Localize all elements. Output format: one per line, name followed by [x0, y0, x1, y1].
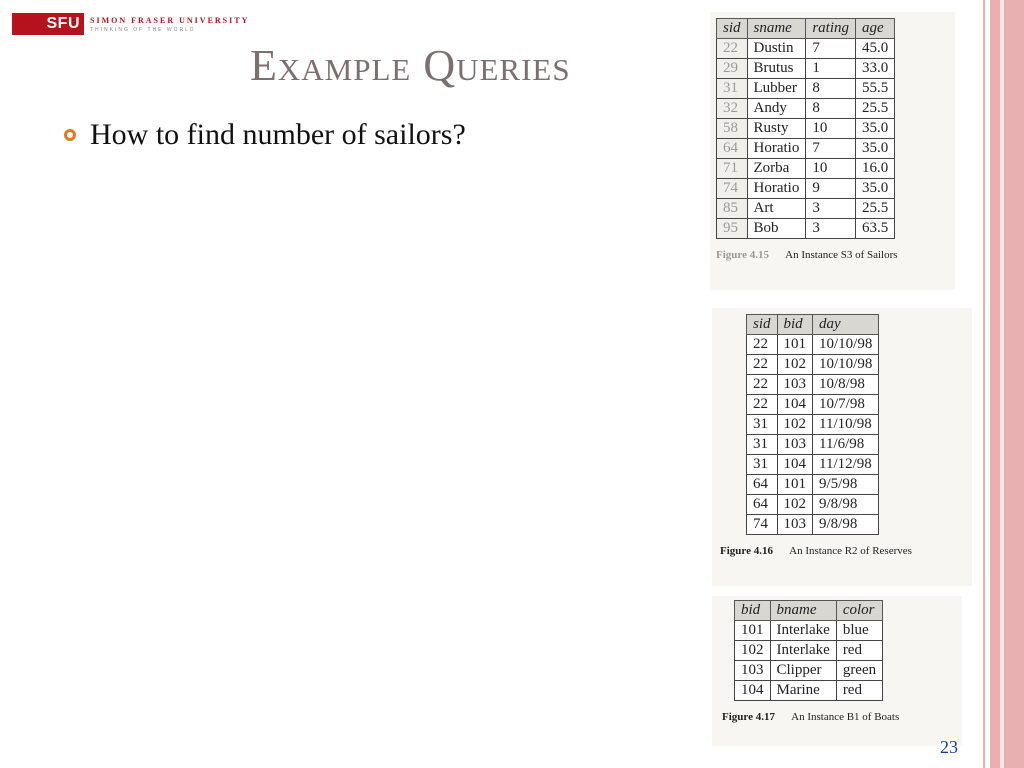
reserves-header-cell: day	[813, 315, 879, 335]
sailors-header-cell: sid	[717, 19, 748, 39]
boats-cell: Interlake	[770, 621, 836, 641]
table-row	[747, 355, 879, 375]
reserves-caption-figure: Figure 4.16	[720, 545, 773, 557]
sailors-cell: Lubber	[747, 79, 806, 99]
reserves-cell: 103	[777, 515, 813, 535]
boats-header-cell: color	[836, 601, 882, 621]
sailors-cell: 31	[717, 79, 748, 99]
reserves-cell: 102	[777, 355, 813, 375]
sailors-cell: 8	[806, 79, 856, 99]
reserves-cell: 104	[777, 395, 813, 415]
reserves-cell: 104	[777, 455, 813, 475]
boats-cell: red	[836, 641, 882, 661]
sailors-header-cell: age	[856, 19, 895, 39]
table-row	[717, 199, 895, 219]
reserves-cell: 31	[747, 455, 778, 475]
table-row	[717, 59, 895, 79]
page-number: 23	[940, 737, 958, 757]
table-row	[747, 495, 879, 515]
sailors-cell: Zorba	[747, 159, 806, 179]
table-row	[717, 119, 895, 139]
reserves-cell: 9/5/98	[813, 475, 879, 495]
sailors-cell: 64	[717, 139, 748, 159]
sailors-cell: 55.5	[856, 79, 895, 99]
reserves-cell: 11/10/98	[813, 415, 879, 435]
slide-title: Example Queries	[250, 41, 571, 90]
reserves-cell: 9/8/98	[813, 495, 879, 515]
sailors-cell: Bob	[747, 219, 806, 239]
table-row	[747, 455, 879, 475]
reserves-cell: 22	[747, 395, 778, 415]
table-row	[717, 79, 895, 99]
boats-cell: green	[836, 661, 882, 681]
table-row	[747, 395, 879, 415]
sailors-cell: 85	[717, 199, 748, 219]
reserves-cell: 74	[747, 515, 778, 535]
table-row	[735, 641, 883, 661]
decor-stripe	[983, 0, 985, 768]
boats-cell: 103	[735, 661, 771, 681]
sfu-logo	[12, 13, 249, 35]
table-row	[735, 661, 883, 681]
boats-cell: 104	[735, 681, 771, 701]
table-row	[747, 375, 879, 395]
boats-cell: red	[836, 681, 882, 701]
sfu-logo-mark: SFU	[12, 13, 84, 35]
reserves-table	[746, 314, 879, 535]
sailors-cell: 71	[717, 159, 748, 179]
reserves-cell: 31	[747, 415, 778, 435]
boats-table	[734, 600, 883, 701]
sailors-cell: 35.0	[856, 119, 895, 139]
reserves-cell: 64	[747, 475, 778, 495]
sailors-cell: 35.0	[856, 179, 895, 199]
table-row	[717, 179, 895, 199]
boats-caption	[722, 711, 962, 723]
reserves-cell: 22	[747, 375, 778, 395]
bullet-item	[64, 118, 466, 152]
sailors-cell: Dustin	[747, 39, 806, 59]
reserves-cell: 11/6/98	[813, 435, 879, 455]
decor-stripe	[1004, 0, 1024, 768]
boats-cell: 102	[735, 641, 771, 661]
boats-cell: blue	[836, 621, 882, 641]
sailors-cell: 95	[717, 219, 748, 239]
sailors-cell: Art	[747, 199, 806, 219]
sailors-cell: 74	[717, 179, 748, 199]
boats-caption-figure: Figure 4.17	[722, 711, 775, 723]
sailors-cell: Andy	[747, 99, 806, 119]
reserves-caption	[720, 545, 972, 557]
table-row	[735, 621, 883, 641]
table-row	[747, 475, 879, 495]
sailors-caption-text: An Instance S3 of Sailors	[785, 249, 898, 261]
reserves-cell: 11/12/98	[813, 455, 879, 475]
reserves-cell: 101	[777, 475, 813, 495]
reserves-caption-text: An Instance R2 of Reserves	[789, 545, 912, 557]
sailors-header-cell: rating	[806, 19, 856, 39]
sailors-caption	[716, 249, 955, 261]
sailors-figure	[710, 12, 955, 290]
boats-cell: Marine	[770, 681, 836, 701]
sailors-cell: 8	[806, 99, 856, 119]
table-row	[717, 39, 895, 59]
sailors-header-cell: sname	[747, 19, 806, 39]
sailors-cell: 3	[806, 219, 856, 239]
reserves-header-cell: sid	[747, 315, 778, 335]
boats-header-cell: bname	[770, 601, 836, 621]
reserves-cell: 10/10/98	[813, 355, 879, 375]
table-row	[747, 415, 879, 435]
table-row	[747, 335, 879, 355]
reserves-header-cell: bid	[777, 315, 813, 335]
sailors-cell: 25.5	[856, 99, 895, 119]
sailors-cell: Rusty	[747, 119, 806, 139]
reserves-cell: 102	[777, 415, 813, 435]
reserves-figure	[712, 308, 972, 586]
sailors-cell: 25.5	[856, 199, 895, 219]
sailors-cell: 58	[717, 119, 748, 139]
sailors-cell: 10	[806, 159, 856, 179]
table-row	[717, 219, 895, 239]
reserves-cell: 22	[747, 355, 778, 375]
reserves-cell: 10/10/98	[813, 335, 879, 355]
reserves-cell: 102	[777, 495, 813, 515]
sailors-cell: 22	[717, 39, 748, 59]
bullet-text: How to find number of sailors?	[90, 118, 466, 151]
reserves-cell: 103	[777, 375, 813, 395]
boats-cell: Clipper	[770, 661, 836, 681]
sailors-cell: 10	[806, 119, 856, 139]
sailors-cell: Horatio	[747, 179, 806, 199]
logo-university-name: SIMON FRASER UNIVERSITY	[90, 15, 250, 25]
sailors-cell: 33.0	[856, 59, 895, 79]
sailors-table	[716, 18, 895, 239]
reserves-cell: 9/8/98	[813, 515, 879, 535]
table-row	[717, 159, 895, 179]
boats-figure	[712, 596, 962, 746]
sailors-cell: Horatio	[747, 139, 806, 159]
sailors-cell: 63.5	[856, 219, 895, 239]
table-row	[717, 99, 895, 119]
boats-cell: Interlake	[770, 641, 836, 661]
boats-caption-text: An Instance B1 of Boats	[791, 711, 900, 723]
logo-tagline: THINKING OF THE WORLD	[90, 26, 196, 33]
reserves-cell: 101	[777, 335, 813, 355]
sailors-cell: 45.0	[856, 39, 895, 59]
reserves-cell: 31	[747, 435, 778, 455]
sailors-cell: 29	[717, 59, 748, 79]
table-row	[717, 139, 895, 159]
reserves-cell: 103	[777, 435, 813, 455]
sailors-cell: Brutus	[747, 59, 806, 79]
reserves-cell: 22	[747, 335, 778, 355]
sailors-caption-figure: Figure 4.15	[716, 249, 769, 261]
boats-header-cell: bid	[735, 601, 771, 621]
sailors-cell: 1	[806, 59, 856, 79]
bullet-circle-icon	[64, 129, 76, 141]
table-row	[747, 435, 879, 455]
boats-cell: 101	[735, 621, 771, 641]
sailors-cell: 35.0	[856, 139, 895, 159]
reserves-cell: 10/8/98	[813, 375, 879, 395]
reserves-cell: 10/7/98	[813, 395, 879, 415]
decor-stripe	[990, 0, 1000, 768]
table-row	[747, 515, 879, 535]
sailors-cell: 32	[717, 99, 748, 119]
sailors-cell: 16.0	[856, 159, 895, 179]
sailors-cell: 7	[806, 39, 856, 59]
sailors-cell: 3	[806, 199, 856, 219]
reserves-cell: 64	[747, 495, 778, 515]
sailors-cell: 7	[806, 139, 856, 159]
sailors-cell: 9	[806, 179, 856, 199]
table-row	[735, 681, 883, 701]
